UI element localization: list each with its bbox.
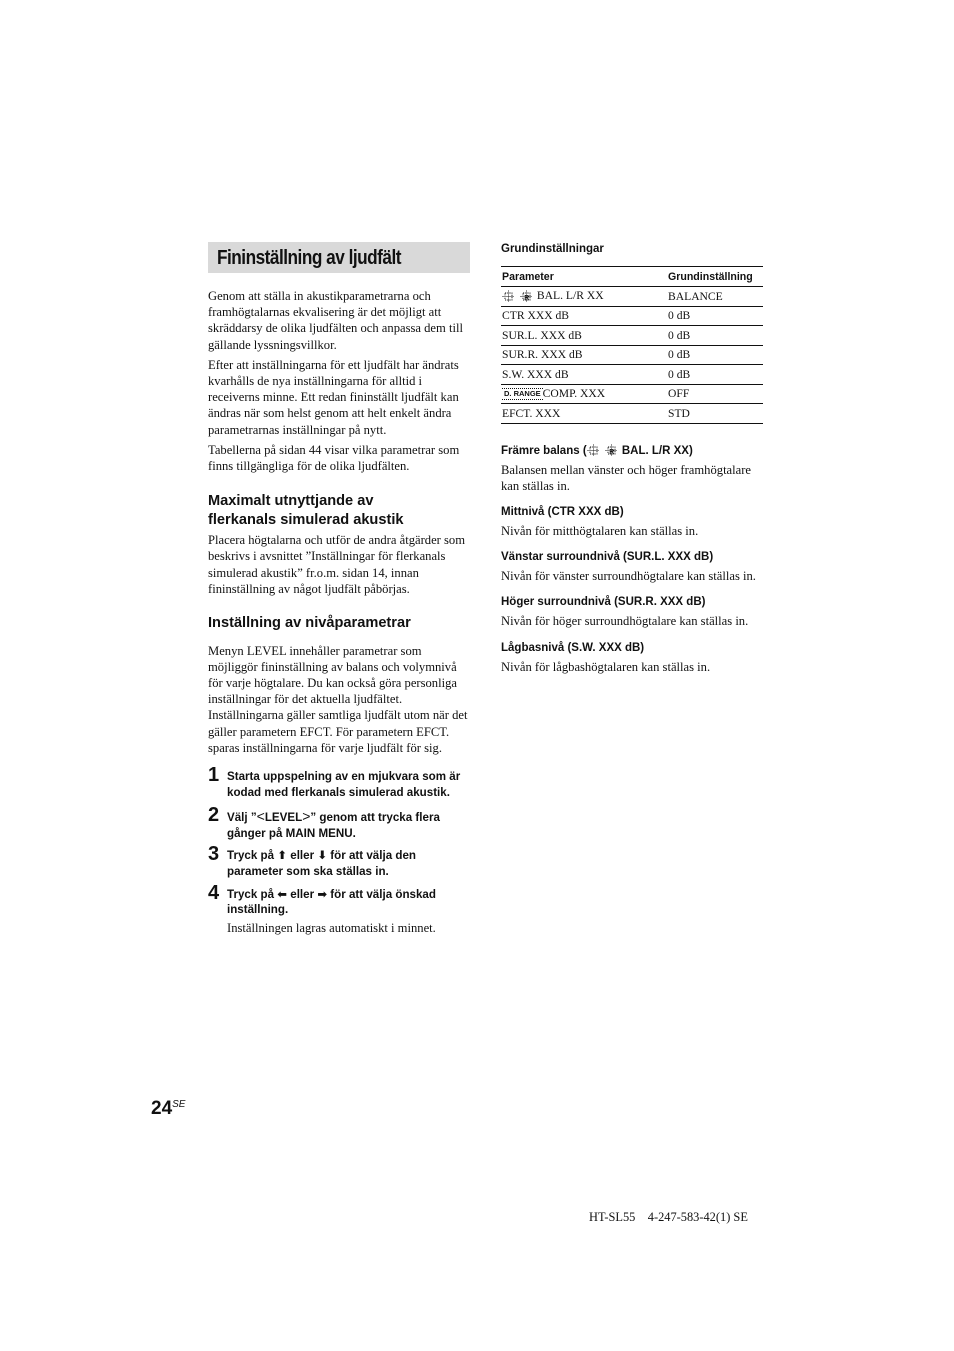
step-number: 4 [208, 881, 220, 904]
table-row [501, 404, 763, 424]
level-body: Menyn LEVEL innehåller parametrar som möjliggör fininställning av balans och volymnivå för varje högtalare. Du kan också göra personliga inställningar för det aktuella ljudfältet. Inställningarna gäller samtliga ljudfält utom när det gäller parametern EFCT. För parametern EFCT. sparas inställningarna för varje ljudfält för sig. [208, 643, 468, 755]
footer-model-code: HT-SL55 4-247-583-42(1) SE [589, 1210, 748, 1224]
table-cell-default: 0 dB [667, 326, 763, 346]
step-text-part: Tryck på [227, 849, 275, 863]
defaults-table [501, 266, 763, 424]
step-text-part: Välj ” [227, 811, 257, 825]
definition-title-part: BAL. L/R XX) [621, 444, 693, 457]
section-title-box [208, 242, 470, 273]
column-header-parameter: Parameter [501, 267, 667, 287]
table-cell-default: 0 dB [667, 306, 763, 326]
intro-paragraph-2: Efter att inställningarna för ett ljudfält har ändrats kvarhålls de nya inställningarna för alltid i receiverns minne. Ett redan fininställt ljudfält kan ändras när som helst genom att helt enkelt ändra parametrarnas inställningar på nytt. [208, 357, 459, 437]
step-4 [208, 881, 472, 936]
definition-body: Nivån för mitthögtalaren kan ställas in. [501, 523, 699, 538]
step-text [227, 809, 472, 841]
table-row [501, 287, 763, 307]
svg-text:R: R [608, 448, 615, 456]
right-column [501, 242, 763, 675]
multichannel-body: Placera högtalarna och utför de andra åtgärder som beskrivs i avsnittet ”Inställningar för flerkanals simulerad akustik” fr.o.m. sidan 14, innan fininställning av något ljudfält påbörjas. [208, 533, 466, 596]
table-cell-parameter: SUR.L. XXX dB [501, 326, 667, 346]
arrow-left-icon: ⬅ [277, 887, 288, 901]
step-text [227, 848, 472, 879]
definition-title-subwoofer: Lågbasnivå (S.W. XXX dB) [501, 641, 645, 654]
page-number [151, 1098, 185, 1120]
level-heading: Inställning av nivåparametrar [208, 615, 411, 632]
angle-right-icon: > [302, 808, 311, 825]
multichannel-heading [208, 492, 472, 529]
table-row [501, 384, 763, 404]
arrow-down-icon: ⬇ [317, 849, 328, 863]
table-row [501, 306, 763, 326]
table-cell-default: 0 dB [667, 365, 763, 385]
table-cell-default: OFF [667, 384, 763, 404]
definition-title-surround-left: Vänstar surroundnivå (SUR.L. XXX dB) [501, 551, 714, 564]
definition-body: Nivån för vänster surroundhögtalare kan ställas in. [501, 569, 756, 584]
param-label: COMP. XXX [542, 387, 606, 401]
step-text-part: eller [290, 849, 315, 863]
arrow-right-icon: ➡ [317, 887, 328, 901]
page-number-suffix: SE [172, 1099, 186, 1110]
page-number-value: 24 [151, 1098, 173, 1119]
table-cell-parameter: CTR XXX dB [501, 306, 667, 326]
speaker-balance-icon [502, 290, 534, 303]
level-menu-label: LEVEL [264, 811, 303, 825]
table-heading: Grundinställningar [501, 243, 604, 255]
step-text: Starta uppspelning av en mjukvara som är kodad med flerkanals simulerad akustik. [227, 769, 461, 799]
step-text-part: Tryck på [227, 887, 275, 901]
step-1 [208, 763, 472, 800]
multichannel-heading-line2: flerkanals simulerad akustik [208, 511, 404, 528]
table-cell-default: BALANCE [667, 287, 763, 307]
intro-paragraph-3: Tabellerna på sidan 44 visar vilka parametrar som finns tillgängliga för de olika ljudfälten. [208, 442, 460, 474]
table-cell-parameter: SUR.R. XXX dB [501, 345, 667, 365]
step-text-part: för att välja den parameter som ska ställas in. [227, 849, 416, 878]
definition-title-front-balance [501, 444, 763, 459]
param-label: BAL. L/R XX [536, 289, 604, 303]
table-row [501, 326, 763, 346]
definition-title-surround-right: Höger surroundnivå (SUR.R. XXX dB) [501, 596, 706, 609]
table-cell-default: 0 dB [667, 345, 763, 365]
section-title: Fininställning av ljudfält [217, 246, 401, 269]
table-cell-parameter [501, 384, 667, 404]
table-cell-parameter [501, 287, 667, 307]
table-header-row [501, 267, 763, 287]
step-text-part: för att välja önskad inställning. [227, 887, 436, 917]
speaker-balance-icon [587, 444, 619, 457]
angle-left-icon: < [256, 808, 265, 825]
table-row [501, 345, 763, 365]
step-text [227, 887, 472, 918]
definition-title-part: Främre balans ( [501, 444, 587, 457]
table-cell-default: STD [667, 404, 763, 424]
arrow-up-icon: ⬆ [277, 849, 288, 863]
definition-title-center: Mittnivå (CTR XXX dB) [501, 505, 624, 518]
step-4-note: Inställningen lagras automatiskt i minnet. [227, 920, 436, 935]
definition-body: Balansen mellan vänster och höger framhögtalare kan ställas in. [501, 462, 752, 493]
step-text-part: ” genom att trycka flera gånger på MAIN MENU. [227, 811, 440, 840]
step-text-part: eller [290, 887, 315, 901]
step-number: 2 [208, 804, 220, 827]
table-cell-parameter: S.W. XXX dB [501, 365, 667, 385]
step-3 [208, 843, 472, 879]
definition-body: Nivån för höger surroundhögtalare kan ställas in. [501, 614, 749, 629]
drange-indicator-label: D. RANGE [504, 389, 541, 399]
left-column [208, 242, 472, 936]
svg-text:R: R [524, 294, 530, 302]
multichannel-heading-line1: Maximalt utnyttjande av [208, 493, 374, 510]
step-2 [208, 804, 472, 841]
intro-paragraph-1: Genom att ställa in akustikparametrarna och framhögtalarnas ekvalisering är det möjligt att skräddarsy de olika ljudfälten och anpassa dem till gällande lyssningsvillkor. [208, 289, 463, 352]
step-number: 1 [208, 763, 220, 786]
table-row [501, 365, 763, 385]
column-header-default: Grundinställning [667, 267, 763, 287]
definition-body: Nivån för lågbashögtalaren kan ställas in. [501, 659, 711, 674]
table-cell-parameter: EFCT. XXX [501, 404, 667, 424]
step-number: 3 [208, 843, 220, 866]
